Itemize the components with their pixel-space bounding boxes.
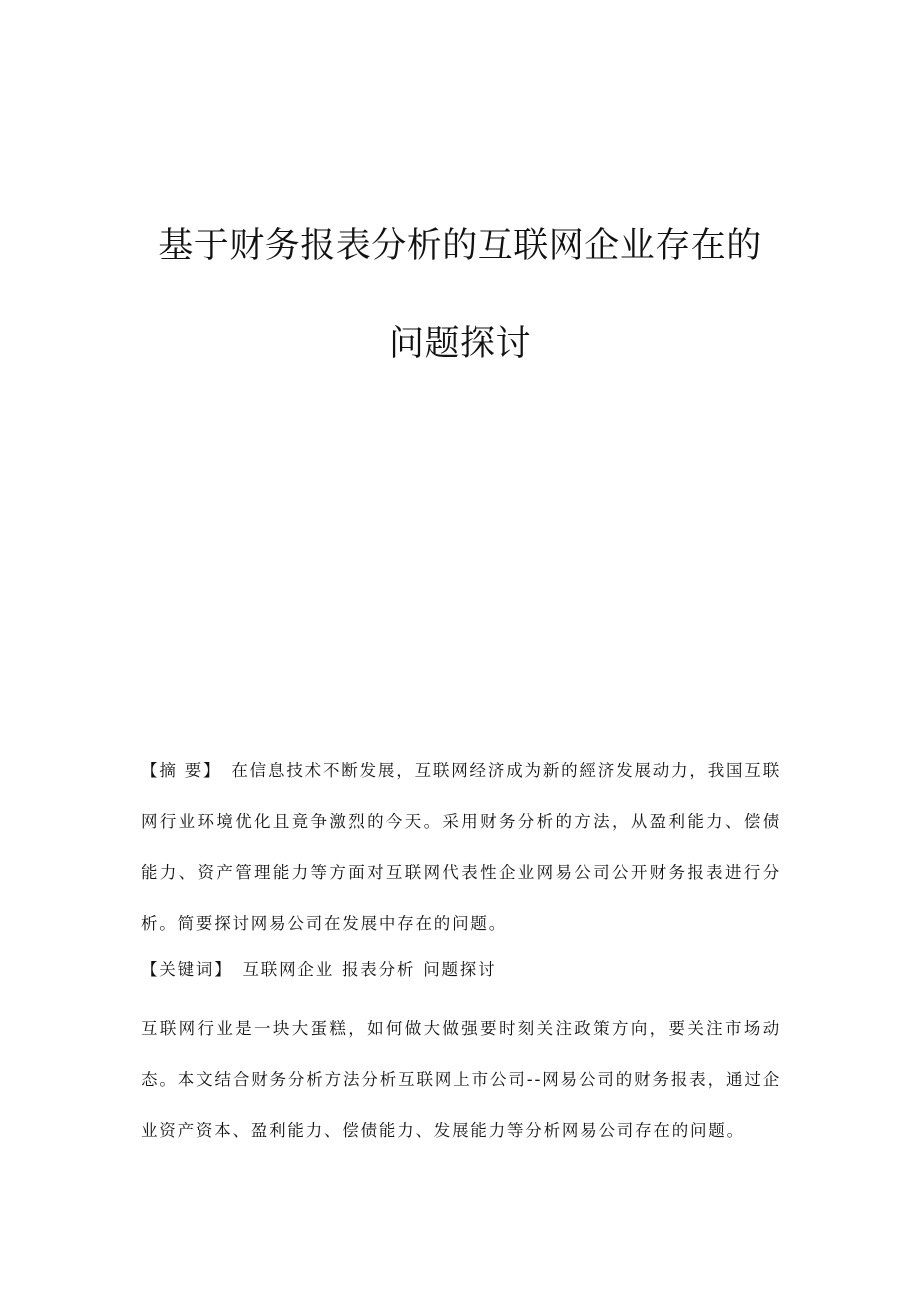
document-title-line-2: 问题探讨 bbox=[388, 324, 531, 364]
document-title-line-1: 基于财务报表分析的互联网企业存在的 bbox=[158, 226, 762, 266]
abstract-paragraph bbox=[141, 745, 781, 949]
keywords-paragraph bbox=[141, 944, 781, 995]
abstract-label: 【摘 要】 bbox=[141, 761, 222, 780]
keyword-item: 问题探讨 bbox=[423, 960, 497, 979]
abstract-text: 在信息技术不断发展，互联网经济成为新的經济发展动力，我国互联网行业环境优化且竟争激烈的今天。采用财务分析的方法，从盈利能力、偿债能力、资产管理能力等方面对互联网代表性企业网易公司公开财务报表进行分析。简要探讨网易公司在发展中存在的问题。 bbox=[141, 761, 781, 933]
keyword-item: 报表分析 bbox=[342, 960, 416, 979]
intro-paragraph: 互联网行业是一块大蛋糕，如何做大做强要时刻关注政策方向，要关注市场动态。本文结合财务分析方法分析互联网上市公司--网易公司的财务报表，通过企业资产资本、盈利能力、偿债能力、发展能力等分析网易公司存在的问题。 bbox=[141, 1019, 781, 1140]
keyword-item: 互联网企业 bbox=[242, 960, 334, 979]
keywords-label: 【关键词】 bbox=[141, 960, 233, 979]
